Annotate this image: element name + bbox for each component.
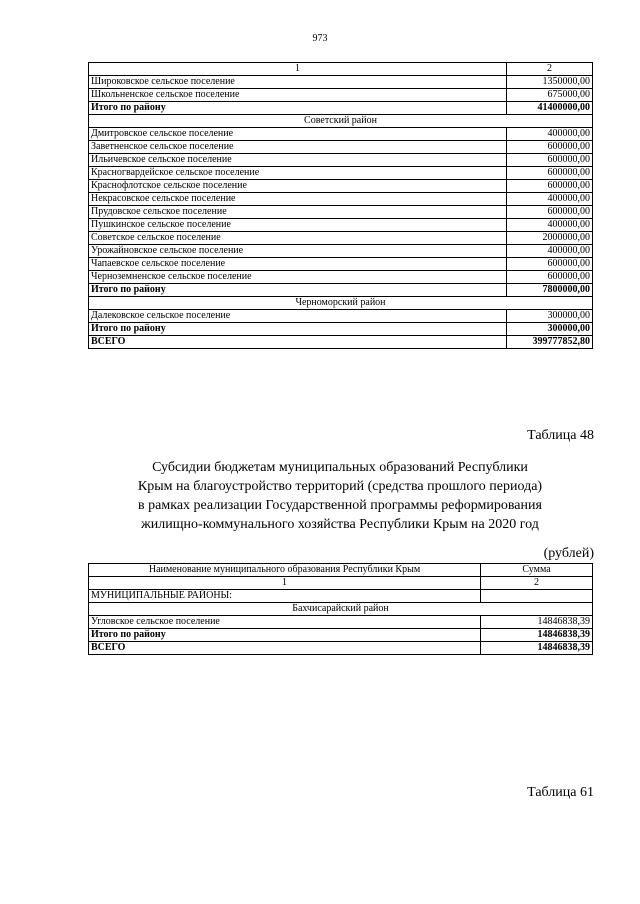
page-number: 973 (312, 33, 328, 44)
table-body (89, 564, 593, 655)
table-row (89, 128, 593, 141)
table-row (89, 76, 593, 89)
settlement-name: Угловское сельское поселение (89, 616, 481, 629)
total-label: Итого по району (89, 284, 507, 297)
amount-cell: 600000,00 (507, 180, 593, 193)
settlement-name: Дмитровское сельское поселение (89, 128, 507, 141)
column-header-amount: Сумма (481, 564, 593, 577)
table-caption: Таблица 48 (527, 428, 594, 443)
region-row (89, 297, 593, 310)
amount-cell: 14846838,39 (481, 616, 593, 629)
table-row (89, 310, 593, 323)
total-label: Итого по району (89, 102, 507, 115)
title-line: Субсидии бюджетам муниципальных образований Республики (152, 460, 528, 475)
title-line: Крым на благоустройство территорий (средства прошлого периода) (137, 479, 543, 494)
table-row (89, 271, 593, 284)
column-header-name: Наименование муниципального образования Республики Крым (89, 564, 481, 577)
amount-cell: 1350000,00 (507, 76, 593, 89)
settlement-name: Некрасовское сельское поселение (89, 193, 507, 206)
amount-cell: 400000,00 (507, 128, 593, 141)
table-row (89, 193, 593, 206)
total-row (89, 102, 593, 115)
amount-cell (481, 590, 593, 603)
total-label: ВСЕГО (89, 642, 481, 655)
table-row (89, 141, 593, 154)
table-row (89, 89, 593, 102)
settlement-name: Черноземненское сельское поселение (89, 271, 507, 284)
total-amount: 7800000,00 (507, 284, 593, 297)
title-line: жилищно-коммунального хозяйства Республики Крым на 2020 год (141, 517, 539, 532)
amount-cell: 675000,00 (507, 89, 593, 102)
table-row (89, 219, 593, 232)
settlement-name: Широковское сельское поселение (89, 76, 507, 89)
settlement-name: Урожайновское сельское поселение (89, 245, 507, 258)
amount-cell: 300000,00 (507, 310, 593, 323)
settlement-name: Пушкинское сельское поселение (89, 219, 507, 232)
settlement-name: Ильичевское сельское поселение (89, 154, 507, 167)
amount-cell: 600000,00 (507, 141, 593, 154)
amount-cell: 600000,00 (507, 258, 593, 271)
total-row (89, 336, 593, 349)
table-row (89, 245, 593, 258)
budget-table-continued (88, 62, 593, 349)
amount-cell: 600000,00 (507, 154, 593, 167)
settlement-name: Красногвардейское сельское поселение (89, 167, 507, 180)
column-number: 1 (89, 63, 507, 76)
table-row (89, 180, 593, 193)
total-label: Итого по району (89, 629, 481, 642)
total-row (89, 629, 593, 642)
total-amount: 14846838,39 (481, 642, 593, 655)
subsidy-table (88, 563, 593, 655)
settlement-name: Далековское сельское поселение (89, 310, 507, 323)
settlement-name: Советское сельское поселение (89, 232, 507, 245)
amount-cell: 600000,00 (507, 167, 593, 180)
region-name: Черноморский район (89, 297, 593, 310)
column-number: 1 (89, 577, 481, 590)
table-row (89, 167, 593, 180)
region-name: Советский район (89, 115, 593, 128)
region-name: Бахчисарайский район (89, 603, 593, 616)
header-row (89, 564, 593, 577)
title-line: в рамках реализации Государственной программы реформирования (138, 498, 542, 513)
table-caption: Таблица 61 (527, 785, 594, 800)
total-amount: 300000,00 (507, 323, 593, 336)
table-row (89, 206, 593, 219)
table-title (88, 458, 592, 534)
unit-label: (рублей) (543, 546, 594, 561)
total-row (89, 323, 593, 336)
settlement-name: МУНИЦИПАЛЬНЫЕ РАЙОНЫ: (89, 590, 481, 603)
settlement-name: Чапаевское сельское поселение (89, 258, 507, 271)
column-number-row (89, 577, 593, 590)
amount-cell: 600000,00 (507, 271, 593, 284)
total-amount: 41400000,00 (507, 102, 593, 115)
amount-cell: 2000000,00 (507, 232, 593, 245)
amount-cell: 400000,00 (507, 245, 593, 258)
table-body (89, 63, 593, 349)
total-row (89, 284, 593, 297)
amount-cell: 400000,00 (507, 193, 593, 206)
total-amount: 399777852,80 (507, 336, 593, 349)
table-row (89, 154, 593, 167)
settlement-name: Заветненское сельское поселение (89, 141, 507, 154)
region-row (89, 603, 593, 616)
settlement-name: Краснофлотское сельское поселение (89, 180, 507, 193)
column-number: 2 (481, 577, 593, 590)
table-row (89, 616, 593, 629)
column-number-row (89, 63, 593, 76)
total-label: Итого по району (89, 323, 507, 336)
total-label: ВСЕГО (89, 336, 507, 349)
amount-cell: 400000,00 (507, 219, 593, 232)
settlement-name: Школьненское сельское поселение (89, 89, 507, 102)
settlement-name: Прудовское сельское поселение (89, 206, 507, 219)
table-row (89, 232, 593, 245)
region-row (89, 115, 593, 128)
column-number: 2 (507, 63, 593, 76)
amount-cell: 600000,00 (507, 206, 593, 219)
section-row (89, 590, 593, 603)
total-row (89, 642, 593, 655)
table-row (89, 258, 593, 271)
total-amount: 14846838,39 (481, 629, 593, 642)
